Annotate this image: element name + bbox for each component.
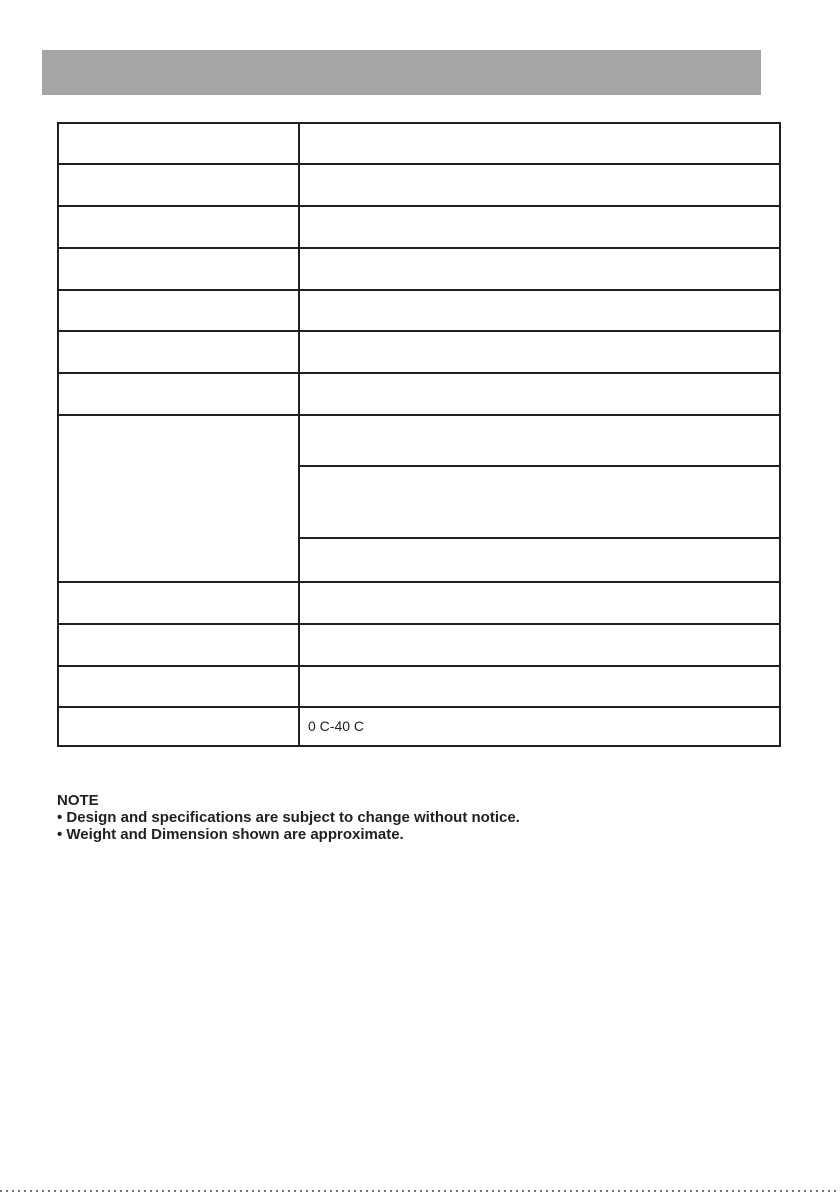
note-item: • Weight and Dimension shown are approximate.	[57, 826, 404, 843]
spec-value	[300, 467, 779, 537]
spec-label	[59, 291, 298, 330]
spec-label	[59, 667, 298, 706]
spec-value	[300, 124, 779, 163]
row-separator	[59, 372, 779, 374]
spec-value	[300, 583, 779, 623]
note-item: • Design and specifications are subject to change without notice.	[57, 809, 520, 826]
note-section	[57, 792, 520, 843]
spec-value	[300, 416, 779, 465]
spec-label	[59, 583, 298, 623]
spec-label	[59, 625, 298, 665]
spec-value	[300, 332, 779, 372]
spec-value-temperature: 0 C-40 C	[308, 718, 365, 734]
spec-label	[59, 708, 298, 745]
spec-value	[300, 291, 779, 330]
spec-value	[300, 539, 779, 581]
spec-label	[59, 207, 298, 247]
spec-value	[300, 249, 779, 289]
section-header-bar	[42, 50, 761, 95]
spec-value	[300, 625, 779, 665]
spec-label	[59, 249, 298, 289]
spec-label	[59, 165, 298, 205]
spec-label	[59, 124, 298, 163]
spec-label	[59, 416, 298, 581]
spec-label	[59, 332, 298, 372]
note-title: NOTE	[57, 792, 99, 809]
spec-value	[300, 667, 779, 706]
spec-value	[300, 165, 779, 205]
specifications-table	[57, 122, 781, 747]
spec-value	[300, 207, 779, 247]
